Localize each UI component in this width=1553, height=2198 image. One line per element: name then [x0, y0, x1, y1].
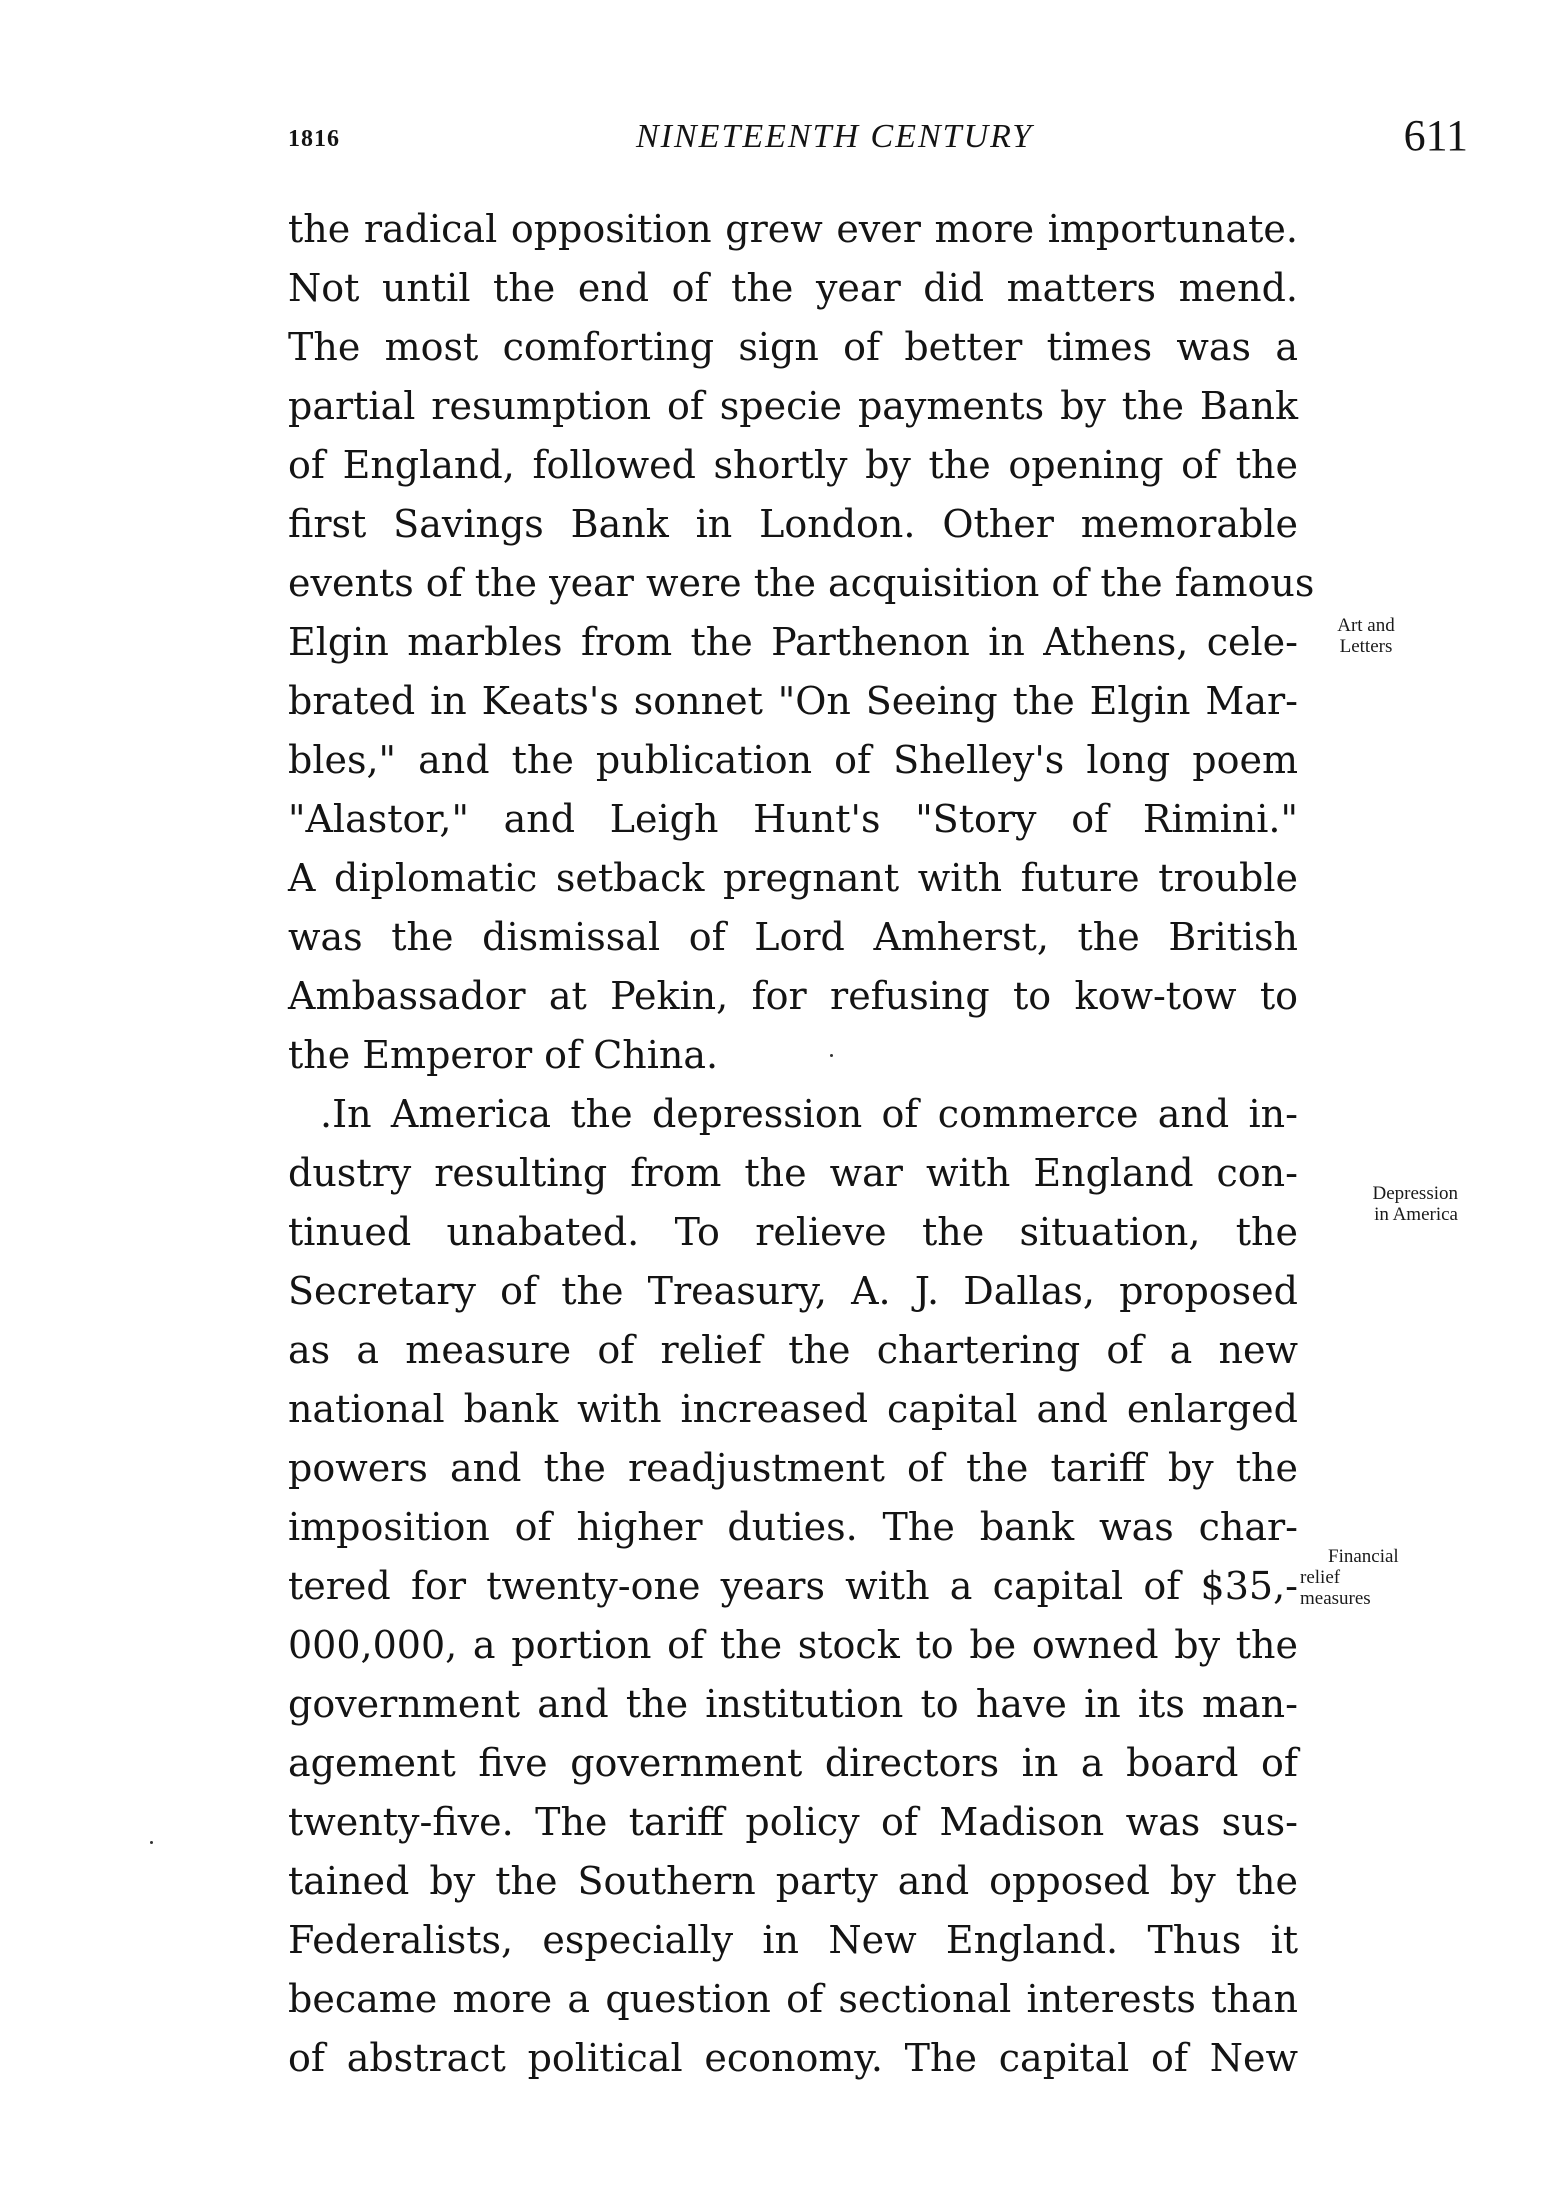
text-line: Ambassador at Pekin, for refusing to kow-tow to: [288, 974, 1298, 1018]
running-head: [288, 112, 1468, 172]
text-line: first Savings Bank in London. Other memorable: [288, 502, 1298, 546]
text-line: national bank with increased capital and enlarged: [288, 1387, 1298, 1431]
header-title: NINETEENTH CENTURY: [636, 118, 1034, 155]
text-line: government and the institution to have in its man-: [288, 1682, 1298, 1726]
text-line: 000,000, a portion of the stock to be owned by the: [288, 1623, 1298, 1667]
text-line: Federalists, especially in New England. Thus it: [288, 1918, 1298, 1962]
text-line: tained by the Southern party and opposed by the: [288, 1859, 1298, 1903]
margin-note-line: Depression: [1372, 1183, 1458, 1204]
print-speck: [830, 1054, 833, 1057]
text-line: partial resumption of specie payments by the Bank: [288, 384, 1298, 428]
text-line: imposition of higher duties. The bank was char-: [288, 1505, 1298, 1549]
text-line: agement five government directors in a board of: [288, 1741, 1298, 1785]
text-line: as a measure of relief the chartering of a new: [288, 1328, 1298, 1372]
text-line: bles," and the publication of Shelley's long poem: [288, 738, 1298, 782]
text-line: of England, followed shortly by the opening of the: [288, 443, 1298, 487]
text-line: The most comforting sign of better times was a: [288, 325, 1298, 369]
text-line: Elgin marbles from the Parthenon in Athens, cele-: [288, 620, 1298, 664]
text-line: tinued unabated. To relieve the situation, the: [288, 1210, 1298, 1254]
text-line: twenty-five. The tariff policy of Madison was sus-: [288, 1800, 1298, 1844]
margin-note-line: Financial: [1328, 1546, 1399, 1567]
margin-note-line: measures: [1300, 1588, 1371, 1609]
text-line: the radical opposition grew ever more importunate.: [288, 207, 1298, 251]
text-line: events of the year were the acquisition of the famous: [288, 561, 1315, 605]
text-line: .In America the depression of commerce and in-: [320, 1092, 1298, 1136]
margin-note-depression-america: [1298, 1183, 1458, 1225]
text-line: Secretary of the Treasury, A. J. Dallas, proposed: [288, 1269, 1298, 1313]
margin-note-line: Letters: [1339, 636, 1393, 657]
page-number: 611: [1403, 111, 1468, 160]
margin-note-line: in America: [1374, 1204, 1458, 1225]
text-line: "Alastor," and Leigh Hunt's "Story of Rimini.": [288, 797, 1298, 841]
margin-note-line: relief: [1300, 1567, 1341, 1588]
header-year: 1816: [288, 126, 340, 152]
text-line: dustry resulting from the war with England con-: [288, 1151, 1298, 1195]
text-line: of abstract political economy. The capital of New: [288, 2036, 1298, 2080]
text-line: Not until the end of the year did matters mend.: [288, 266, 1298, 310]
text-line: became more a question of sectional interests than: [288, 1977, 1298, 2021]
text-line: A diplomatic setback pregnant with future trouble: [288, 856, 1298, 900]
margin-note-art-letters: [1316, 615, 1416, 657]
body-text: [288, 200, 1315, 2088]
text-line: the Emperor of China.: [288, 1033, 719, 1077]
text-line: was the dismissal of Lord Amherst, the British: [288, 915, 1298, 959]
text-line: tered for twenty-one years with a capital of $35,-: [288, 1564, 1298, 1608]
margin-note-line: Art and: [1337, 615, 1395, 636]
margin-note-financial-relief: [1300, 1546, 1430, 1609]
text-line: powers and the readjustment of the tariff by the: [288, 1446, 1298, 1490]
print-speck: [150, 1841, 153, 1844]
text-line: brated in Keats's sonnet "On Seeing the Elgin Mar-: [288, 679, 1298, 723]
